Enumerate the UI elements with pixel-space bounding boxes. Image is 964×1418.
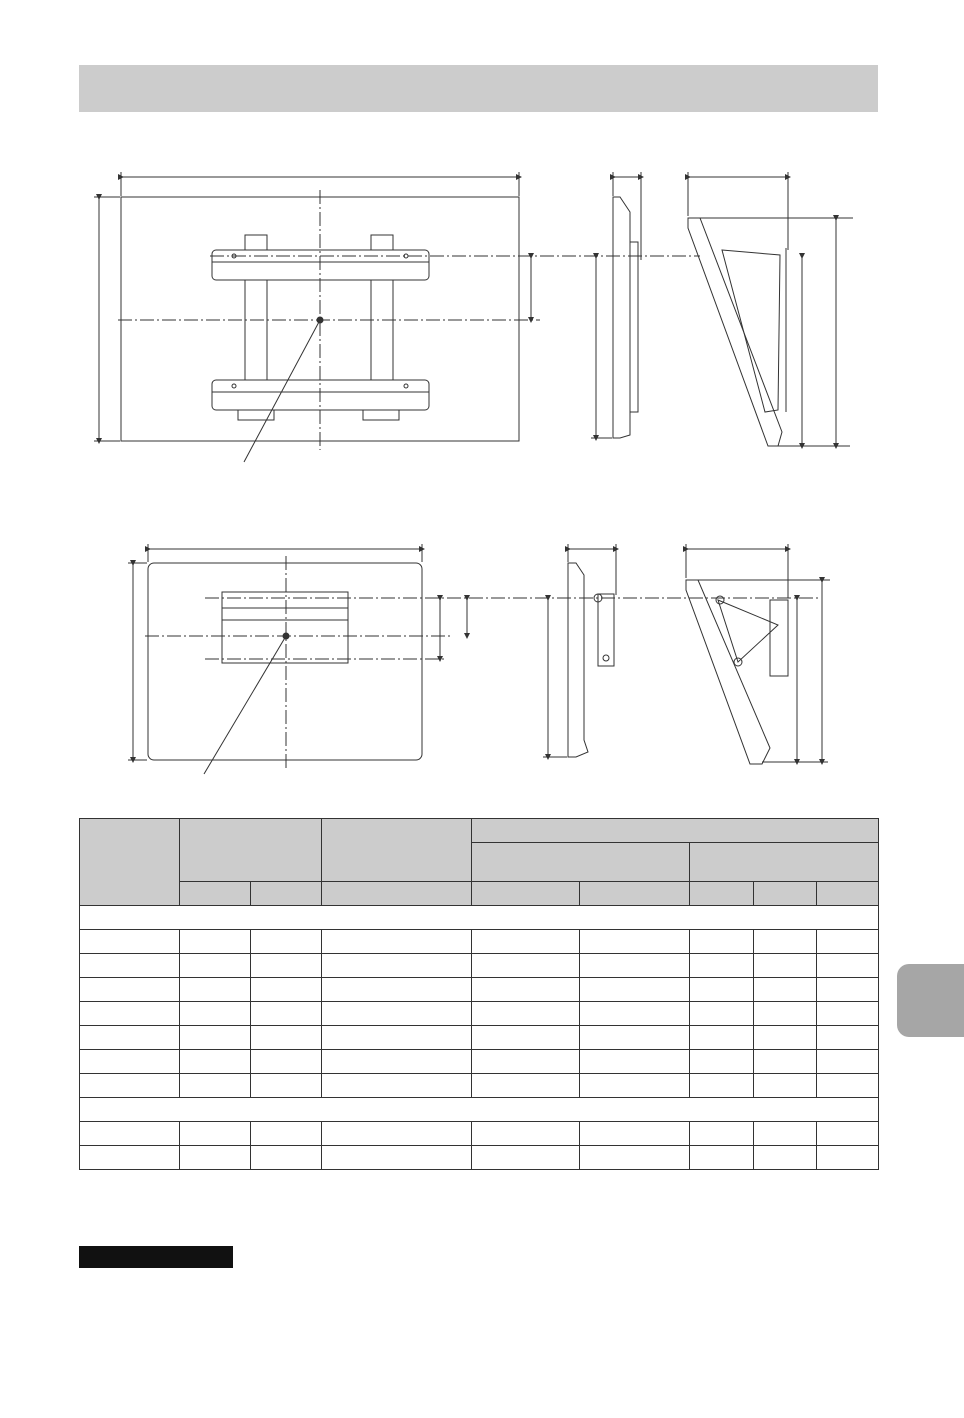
table-header-sub xyxy=(817,882,879,906)
side-view-large xyxy=(591,172,641,438)
front-view-small xyxy=(128,544,820,774)
table-header-sub xyxy=(180,882,251,906)
tilted-view-large xyxy=(688,172,853,446)
table-header-length-per-mounting-angle xyxy=(472,819,879,843)
dimension-spec-table xyxy=(79,818,879,1170)
table-header-sub xyxy=(472,882,580,906)
table-row xyxy=(80,930,879,954)
table-row xyxy=(80,1050,879,1074)
table-row xyxy=(80,1026,879,1050)
side-view-small xyxy=(543,544,616,757)
table-header-sub xyxy=(251,882,322,906)
table-header-sub xyxy=(580,882,690,906)
table-header-model xyxy=(80,819,180,906)
table-header-sub xyxy=(754,882,817,906)
table-row xyxy=(80,1002,879,1026)
table-header-screen-center xyxy=(322,819,472,882)
table-row xyxy=(80,1074,879,1098)
table-row xyxy=(80,1122,879,1146)
table-header-sub xyxy=(690,882,754,906)
table-row xyxy=(80,954,879,978)
front-view-large xyxy=(94,172,700,462)
table-section-row xyxy=(80,906,879,930)
table-header-display-dimensions xyxy=(180,819,322,882)
table-row xyxy=(80,978,879,1002)
table-header-angle-20 xyxy=(690,843,879,882)
table-header-angle-0 xyxy=(472,843,690,882)
table-row xyxy=(80,1146,879,1170)
tilted-view-small xyxy=(686,544,830,764)
table-section-row xyxy=(80,1098,879,1122)
table-header-sub xyxy=(322,882,472,906)
